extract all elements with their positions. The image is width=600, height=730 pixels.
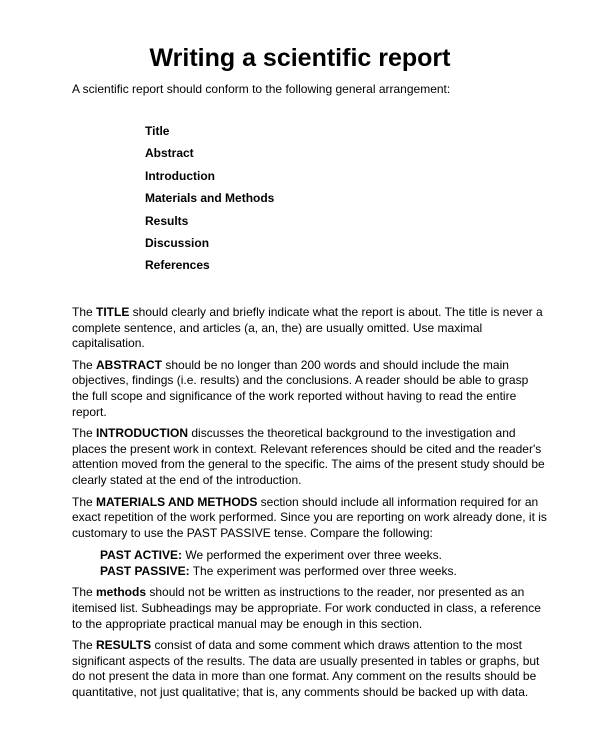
paragraph-results bbox=[72, 638, 548, 700]
section-item-materials-methods: Materials and Methods bbox=[145, 191, 275, 206]
document-body bbox=[72, 305, 548, 706]
paragraph-materials-methods bbox=[72, 495, 548, 542]
paragraph-abstract bbox=[72, 358, 548, 420]
paragraph-prefix: The bbox=[72, 357, 97, 372]
section-item-discussion: Discussion bbox=[145, 235, 210, 250]
section-item-title: Title bbox=[145, 124, 170, 138]
intro-text: A scientific report should conform to the following general arrangement: bbox=[72, 82, 451, 96]
paragraph-prefix: The bbox=[72, 426, 97, 441]
section-item-introduction: Introduction bbox=[145, 168, 215, 183]
section-list bbox=[145, 122, 274, 279]
paragraph-keyword: MATERIALS AND METHODS bbox=[96, 494, 258, 509]
paragraph-text: section should include all information required for an exact repetition of the work performed. Since you are reporting on work already done, it is customary to use the PAST PASSIVE tense. Compare the following: bbox=[72, 494, 547, 540]
paragraph-prefix: The bbox=[72, 585, 97, 600]
paragraph-prefix: The bbox=[72, 305, 97, 319]
example-label: PAST PASSIVE: bbox=[100, 564, 190, 579]
paragraph-keyword: methods bbox=[96, 585, 147, 600]
paragraph-keyword: INTRODUCTION bbox=[96, 426, 189, 441]
paragraph-prefix: The bbox=[72, 494, 97, 509]
paragraph-prefix: The bbox=[72, 638, 97, 653]
paragraph-text: should be no longer than 200 words and should include the main objectives, findings (i.e. results) and the conclusions. A reader should be able to grasp the full scope and significance of the work reported without having to read the entire report. bbox=[72, 357, 529, 419]
paragraph-introduction bbox=[72, 426, 548, 488]
example-past-active bbox=[100, 547, 548, 563]
paragraph-text: should clearly and briefly indicate what the report is about. The title is never a complete sentence, and articles (a, an, the) are usually omitted. Use maximal capitalisation. bbox=[72, 305, 543, 351]
example-text: We performed the experiment over three weeks. bbox=[182, 548, 442, 563]
paragraph-keyword: TITLE bbox=[96, 305, 130, 319]
paragraph-methods bbox=[72, 585, 548, 632]
section-item-results: Results bbox=[145, 213, 189, 228]
page-title: Writing a scientific report bbox=[149, 44, 451, 72]
paragraph-keyword: RESULTS bbox=[96, 638, 152, 653]
paragraph-keyword: ABSTRACT bbox=[96, 357, 163, 372]
paragraph-title bbox=[72, 305, 548, 352]
example-label: PAST ACTIVE: bbox=[100, 548, 183, 563]
paragraph-text: consist of data and some comment which draws attention to the most significant aspects of the results. The data are usually presented in tables or graphs, but do not present the data in more than one format. Any comment on the results should be quantitative, not just qualitative; that is, any comments should be backed up with data. bbox=[72, 638, 540, 699]
example-text: The experiment was performed over three weeks. bbox=[189, 564, 457, 579]
example-past-passive bbox=[100, 563, 548, 579]
tense-examples bbox=[100, 547, 548, 579]
paragraph-text: should not be written as instructions to the reader, nor presented as an itemised list. Subheadings may be appropriate. For work conducted in class, a reference to the appropriate practical manual may be enough in this section. bbox=[72, 585, 541, 631]
section-item-abstract: Abstract bbox=[145, 146, 194, 161]
paragraph-text: discusses the theoretical background to the investigation and places the present work in context. Relevant references should be cited and the reader's attention moved from the general to the specific. The aims of the present study should be clearly stated at the end of the introduction. bbox=[72, 426, 545, 487]
section-item-references: References bbox=[145, 258, 210, 273]
